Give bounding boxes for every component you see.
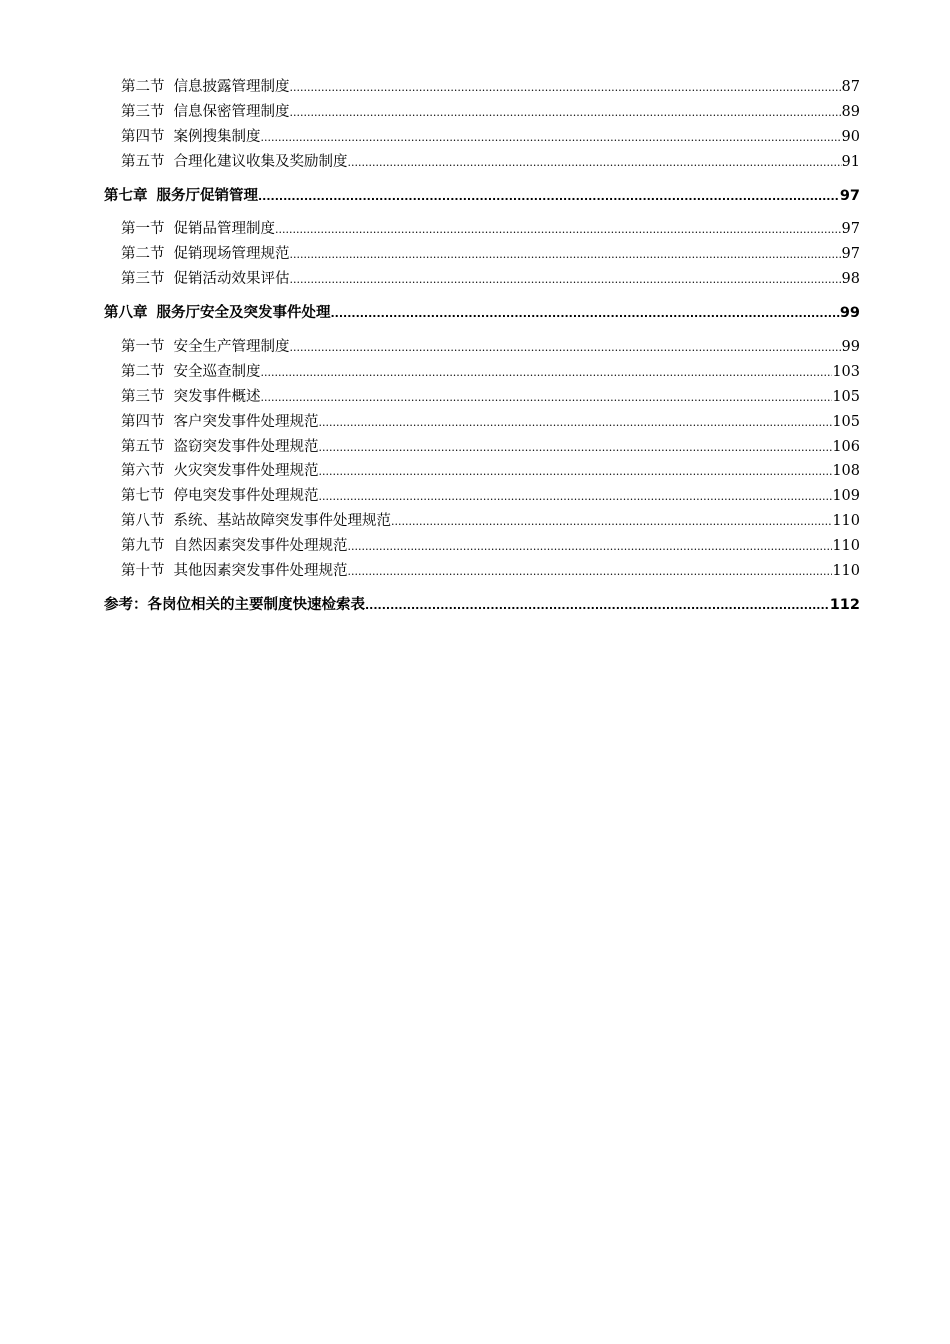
toc-entry-title: 合理化建议收集及奖励制度	[173, 153, 348, 170]
dot-leader	[348, 535, 833, 559]
toc-entry-number: 第九节	[121, 538, 165, 555]
dot-leader	[391, 510, 832, 534]
toc-entry-number: 第一节	[121, 339, 165, 356]
toc-entry-title: 突发事件概述	[173, 388, 261, 405]
toc-entry-title: 服务厅安全及突发事件处理	[156, 305, 331, 322]
toc-entry-title: 促销活动效果评估	[173, 271, 290, 288]
toc-section-entry[interactable]	[104, 242, 860, 267]
toc-entry-number: 第八章	[104, 305, 148, 322]
toc-entry-page-number: 110	[832, 538, 860, 555]
toc-entry-title: 服务厅促销管理	[156, 187, 258, 204]
dot-leader	[319, 436, 833, 460]
toc-entry-page-number: 109	[832, 488, 860, 505]
toc-entry-page-number: 105	[832, 413, 860, 430]
toc-chapter-entry[interactable]	[104, 593, 860, 618]
toc-entry-number: 第一节	[121, 221, 165, 238]
toc-section-entry[interactable]	[104, 435, 860, 460]
toc-section-entry[interactable]	[104, 150, 860, 175]
toc-entry-title: 案例搜集制度	[173, 128, 261, 145]
toc-entry-page-number: 110	[832, 513, 860, 530]
dot-leader	[348, 560, 833, 584]
toc-entry-page-number: 89	[841, 103, 860, 120]
table-of-contents	[104, 75, 860, 627]
toc-entry-page-number: 99	[839, 305, 860, 322]
toc-chapter-entry[interactable]	[104, 301, 860, 326]
dot-leader	[319, 460, 833, 484]
dot-leader	[275, 218, 842, 242]
toc-entry-number: 第三节	[121, 103, 165, 120]
toc-entry-page-number: 97	[841, 221, 860, 238]
toc-entry-number: 第六节	[121, 463, 165, 480]
toc-entry-page-number: 97	[841, 246, 860, 263]
toc-entry-number: 第十节	[121, 563, 165, 580]
toc-entry-number: 第三节	[121, 271, 165, 288]
toc-entry-number: 第八节	[121, 513, 165, 530]
dot-leader	[290, 101, 842, 125]
dot-leader	[348, 151, 842, 175]
toc-section-entry[interactable]	[104, 360, 860, 385]
dot-leader	[290, 76, 842, 100]
toc-entry-title: 系统、基站故障突发事件处理规范	[173, 513, 391, 530]
toc-entry-number: 第三节	[121, 388, 165, 405]
toc-section-entry[interactable]	[104, 410, 860, 435]
toc-entry-title: 其他因素突发事件处理规范	[173, 563, 348, 580]
dot-leader	[319, 485, 833, 509]
toc-entry-number: 第四节	[121, 128, 165, 145]
dot-leader	[261, 361, 833, 385]
dot-leader	[261, 126, 842, 150]
toc-entry-title: 客户突发事件处理规范	[173, 413, 319, 430]
toc-section-entry[interactable]	[104, 267, 860, 292]
toc-entry-number: 第四节	[121, 413, 165, 430]
toc-entry-page-number: 87	[841, 79, 860, 95]
toc-section-entry[interactable]	[104, 509, 860, 534]
dot-leader	[331, 302, 840, 326]
toc-entry-page-number: 112	[829, 596, 860, 613]
toc-section-entry[interactable]	[104, 459, 860, 484]
toc-section-entry[interactable]	[104, 335, 860, 360]
toc-entry-page-number: 108	[832, 463, 860, 480]
toc-entry-title: 促销品管理制度	[173, 221, 275, 238]
dot-leader	[290, 336, 842, 360]
toc-entry-page-number: 91	[841, 153, 860, 170]
toc-entry-number: 第五节	[121, 153, 165, 170]
toc-section-entry[interactable]	[104, 534, 860, 559]
toc-entry-number: 第二节	[121, 79, 165, 95]
toc-entry-page-number: 98	[841, 271, 860, 288]
toc-section-entry[interactable]	[104, 125, 860, 150]
toc-entry-page-number: 105	[832, 388, 860, 405]
dot-leader	[365, 594, 830, 618]
toc-entry-number: 第七章	[104, 187, 148, 204]
toc-entry-title: 信息保密管理制度	[173, 103, 290, 120]
toc-chapter-entry[interactable]	[104, 184, 860, 209]
toc-entry-title: 自然因素突发事件处理规范	[173, 538, 348, 555]
dot-leader	[319, 411, 833, 435]
toc-entry-page-number: 97	[839, 187, 860, 204]
toc-entry-number: 第二节	[121, 363, 165, 380]
toc-entry-title: 参考：各岗位相关的主要制度快速检索表	[104, 596, 365, 613]
toc-section-entry[interactable]	[104, 559, 860, 584]
toc-entry-title: 安全巡查制度	[173, 363, 261, 380]
toc-entry-title: 停电突发事件处理规范	[173, 488, 319, 505]
toc-entry-title: 盗窃突发事件处理规范	[173, 438, 319, 455]
toc-section-entry[interactable]	[104, 100, 860, 125]
dot-leader	[290, 243, 842, 267]
toc-entry-number: 第五节	[121, 438, 165, 455]
toc-entry-title: 火灾突发事件处理规范	[173, 463, 319, 480]
toc-section-entry[interactable]	[104, 217, 860, 242]
toc-entry-title: 安全生产管理制度	[173, 339, 290, 356]
toc-entry-page-number: 103	[832, 363, 860, 380]
toc-entry-page-number: 90	[841, 128, 860, 145]
toc-entry-number: 第二节	[121, 246, 165, 263]
toc-entry-title: 信息披露管理制度	[173, 79, 290, 95]
dot-leader	[258, 185, 840, 209]
toc-entry-title: 促销现场管理规范	[173, 246, 290, 263]
toc-entry-number: 第七节	[121, 488, 165, 505]
toc-section-entry[interactable]	[104, 75, 860, 100]
dot-leader	[261, 386, 833, 410]
dot-leader	[290, 268, 842, 292]
toc-section-entry[interactable]	[104, 385, 860, 410]
toc-section-entry[interactable]	[104, 484, 860, 509]
toc-entry-page-number: 110	[832, 563, 860, 580]
toc-entry-page-number: 106	[832, 438, 860, 455]
toc-entry-page-number: 99	[841, 339, 860, 356]
